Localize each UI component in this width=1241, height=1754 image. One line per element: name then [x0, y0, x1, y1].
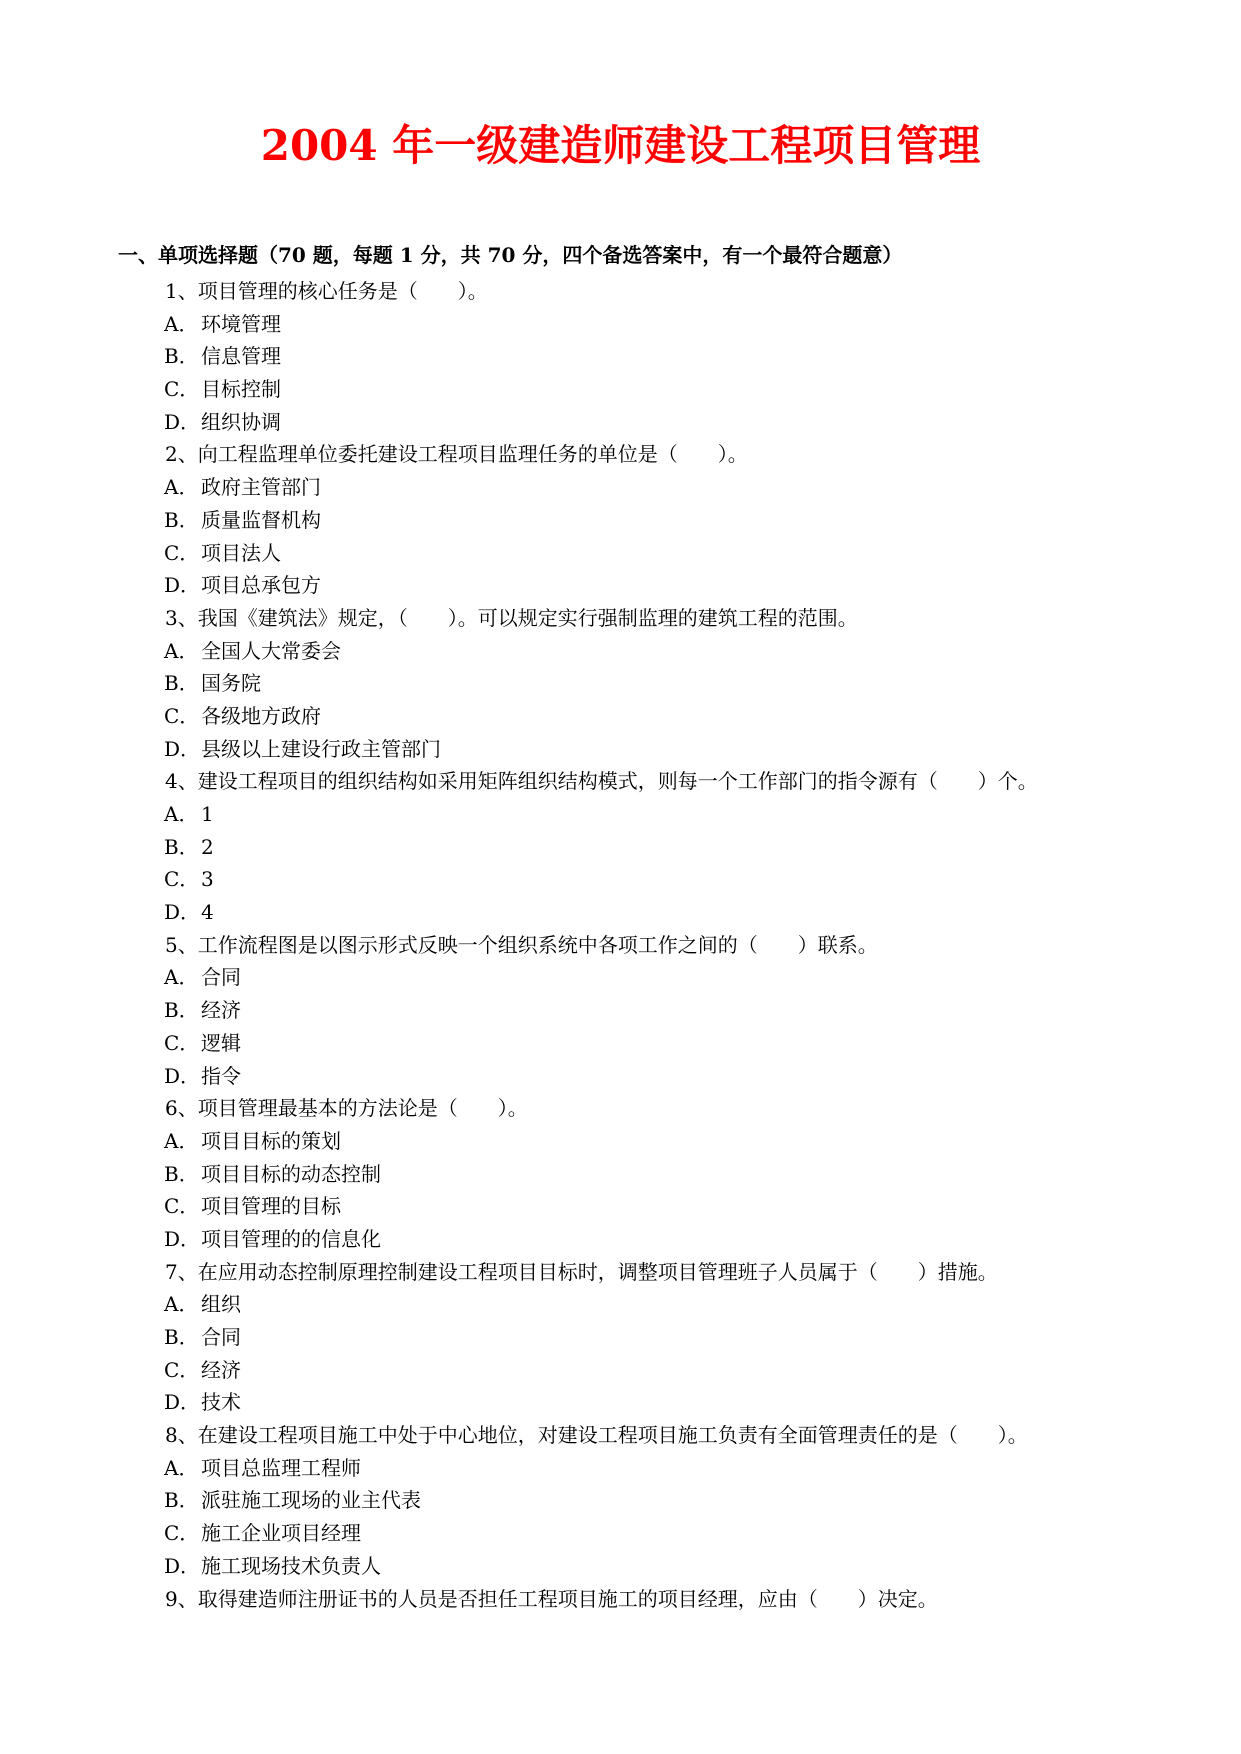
- answer-option: [0, 1027, 1241, 1060]
- option-text: 国务院: [201, 671, 261, 696]
- option-text: 派驻施工现场的业主代表: [201, 1488, 421, 1513]
- option-text: 质量监督机构: [201, 507, 321, 532]
- option-text: 技术: [201, 1390, 241, 1415]
- answer-option: [0, 635, 1241, 668]
- option-letter: A．: [164, 311, 199, 336]
- option-letter: C．: [164, 377, 200, 402]
- answer-option: [0, 1452, 1241, 1485]
- section-heading: 一、单项选择题（70 题，每题 1 分，共 70 分，四个备选答案中，有一个最符合题意）: [118, 243, 903, 267]
- option-text: 全国人大常委会: [201, 638, 341, 663]
- option-text: 项目总监理工程师: [201, 1455, 361, 1480]
- answer-option: [0, 537, 1241, 570]
- question-stem: 5、工作流程图是以图示形式反映一个组织系统中各项工作之间的（ ）联系。: [165, 932, 878, 957]
- option-text: 项目目标的动态控制: [201, 1161, 381, 1186]
- answer-option: [0, 1158, 1241, 1191]
- option-text: 经济: [201, 998, 241, 1023]
- answer-option: [0, 340, 1241, 373]
- answer-option: [0, 569, 1241, 602]
- option-text: 政府主管部门: [201, 475, 321, 500]
- option-text: 组织: [201, 1292, 241, 1317]
- option-text: 2: [201, 834, 214, 859]
- answer-option: [0, 308, 1241, 341]
- answer-option: [0, 896, 1241, 929]
- question-stem: 3、我国《建筑法》规定，（ ）。可以规定实行强制监理的建筑工程的范围。: [165, 605, 858, 630]
- option-text: 经济: [201, 1357, 241, 1382]
- document-title: 2004 年一级建造师建设工程项目管理: [260, 121, 981, 170]
- question-stem: 6、项目管理最基本的方法论是（ ）。: [165, 1096, 528, 1121]
- option-letter: D．: [164, 1553, 201, 1578]
- option-letter: B．: [164, 507, 199, 532]
- option-letter: C．: [164, 867, 200, 892]
- option-text: 环境管理: [201, 311, 281, 336]
- option-letter: B．: [164, 1325, 199, 1349]
- option-text: 信息管理: [201, 344, 281, 369]
- answer-option: [0, 667, 1241, 700]
- option-text: 1: [201, 802, 214, 826]
- answer-option: [0, 831, 1241, 864]
- option-text: 合同: [201, 965, 241, 990]
- option-text: 项目管理的的信息化: [201, 1226, 381, 1251]
- option-letter: B．: [164, 1161, 199, 1186]
- answer-option: [0, 1125, 1241, 1158]
- answer-option: [0, 733, 1241, 766]
- option-letter: D．: [164, 1390, 201, 1415]
- option-text: 合同: [201, 1325, 241, 1349]
- option-text: 项目总承包方: [201, 573, 321, 598]
- option-letter: C．: [164, 1521, 200, 1546]
- option-letter: C．: [164, 1357, 200, 1382]
- option-letter: C．: [164, 1194, 200, 1219]
- answer-option: [0, 798, 1241, 831]
- option-text: 指令: [201, 1063, 241, 1088]
- option-letter: A．: [164, 1455, 199, 1480]
- option-text: 各级地方政府: [201, 703, 321, 728]
- option-text: 逻辑: [201, 1030, 241, 1055]
- answer-option: [0, 1321, 1241, 1354]
- question-list: [0, 275, 1241, 1615]
- option-text: 组织协调: [201, 409, 281, 434]
- answer-option: [0, 1223, 1241, 1256]
- option-letter: C．: [164, 1030, 200, 1055]
- option-letter: D．: [164, 1226, 201, 1251]
- option-letter: B．: [164, 344, 199, 369]
- answer-option: [0, 406, 1241, 439]
- option-text: 县级以上建设行政主管部门: [201, 736, 441, 761]
- answer-option: [0, 1354, 1241, 1387]
- option-letter: D．: [164, 736, 201, 761]
- option-text: 项目目标的策划: [201, 1128, 341, 1153]
- option-letter: A．: [164, 802, 199, 826]
- answer-option: [0, 1484, 1241, 1517]
- option-letter: A．: [164, 638, 199, 663]
- option-letter: D．: [164, 573, 201, 598]
- answer-option: [0, 1517, 1241, 1550]
- answer-option: [0, 1550, 1241, 1583]
- answer-option: [0, 961, 1241, 994]
- question-stem: 9、取得建造师注册证书的人员是否担任工程项目施工的项目经理，应由（ ）决定。: [165, 1586, 938, 1611]
- option-text: 4: [201, 900, 214, 925]
- option-letter: D．: [164, 1063, 201, 1088]
- option-text: 施工现场技术负责人: [201, 1553, 381, 1578]
- option-letter: C．: [164, 540, 200, 565]
- question-stem: 4、建设工程项目的组织结构如采用矩阵组织结构模式，则每一个工作部门的指令源有（ ）个。: [165, 769, 1038, 794]
- option-text: 项目管理的目标: [201, 1194, 341, 1219]
- option-text: 目标控制: [201, 377, 281, 402]
- option-text: 项目法人: [201, 540, 281, 565]
- option-letter: B．: [164, 671, 199, 696]
- option-letter: B．: [164, 834, 199, 859]
- answer-option: [0, 504, 1241, 537]
- option-letter: A．: [164, 1128, 199, 1153]
- answer-option: [0, 1190, 1241, 1223]
- option-letter: B．: [164, 1488, 199, 1513]
- option-letter: A．: [164, 1292, 199, 1317]
- option-letter: D．: [164, 900, 201, 925]
- question-stem: 2、向工程监理单位委托建设工程项目监理任务的单位是（ ）。: [165, 442, 748, 467]
- answer-option: [0, 1386, 1241, 1419]
- answer-option: [0, 994, 1241, 1027]
- question-stem: 7、在应用动态控制原理控制建设工程项目目标时，调整项目管理班子人员属于（ ）措施。: [165, 1259, 998, 1284]
- option-letter: A．: [164, 965, 199, 990]
- option-text: 3: [201, 867, 214, 892]
- answer-option: [0, 700, 1241, 733]
- question-stem: 1、项目管理的核心任务是（ ）。: [165, 279, 488, 303]
- answer-option: [0, 1060, 1241, 1093]
- answer-option: [0, 373, 1241, 406]
- option-text: 施工企业项目经理: [201, 1521, 361, 1546]
- answer-option: [0, 1288, 1241, 1321]
- question-stem: 8、在建设工程项目施工中处于中心地位，对建设工程项目施工负责有全面管理责任的是（ ）。: [165, 1423, 1028, 1448]
- option-letter: D．: [164, 409, 201, 434]
- option-letter: C．: [164, 703, 200, 728]
- option-letter: A．: [164, 475, 199, 500]
- answer-option: [0, 471, 1241, 504]
- answer-option: [0, 863, 1241, 896]
- option-letter: B．: [164, 998, 199, 1023]
